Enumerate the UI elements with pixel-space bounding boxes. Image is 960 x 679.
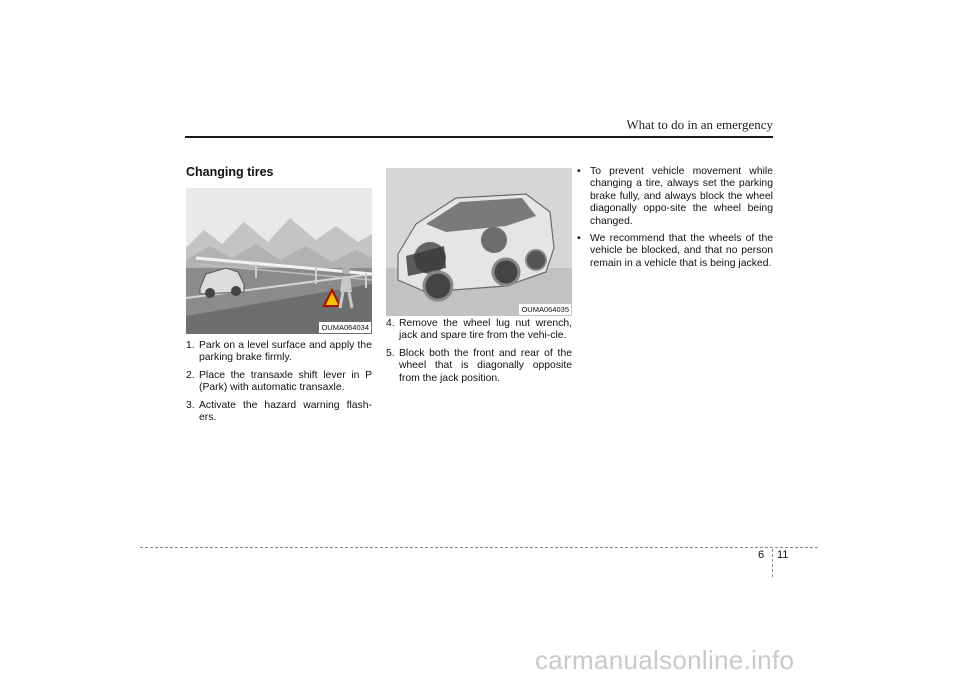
bullet-item: • We recommend that the wheels of the vehicle be blocked, and that no person remain in a vehicle that is being jacked.	[577, 233, 773, 269]
page-number-separator	[772, 549, 773, 577]
footer-rule	[140, 547, 818, 548]
steps-column-2	[386, 318, 572, 390]
notes-column	[577, 166, 773, 275]
bullet-item: • To prevent vehicle movement while changing a tire, always set the parking brake fully, and always block the wheel diagonally oppo-site the wheel being changed.	[577, 166, 773, 227]
figure-vehicle-wheel	[386, 168, 572, 316]
section-title: Changing tires	[186, 165, 274, 179]
watermark: carmanualsonline.info	[535, 645, 795, 675]
step-item: 4. Remove the wheel lug nut wrench, jack and spare tire from the vehi-cle.	[386, 318, 572, 342]
step-item: 5. Block both the front and rear of the wheel that is diagonally opposite from the jack position.	[386, 347, 572, 384]
figure-caption: OUMA064034	[321, 323, 369, 332]
roadside-illustration	[186, 188, 372, 334]
chapter-number: 6	[758, 549, 765, 561]
figure-caption: OUMA064035	[521, 305, 569, 314]
page-number: 11	[777, 549, 789, 561]
steps-column-1	[186, 340, 372, 429]
step-item: 2. Place the transaxle shift lever in P (Park) with automatic transaxle.	[186, 369, 372, 394]
header-rule	[185, 136, 773, 138]
step-item: 1. Park on a level surface and apply the parking brake firmly.	[186, 340, 372, 364]
step-item: 3. Activate the hazard warning flash-ers.	[186, 399, 372, 424]
figure-roadside-illustration	[186, 188, 372, 334]
running-header: What to do in an emergency	[626, 117, 773, 132]
vehicle-illustration	[386, 168, 572, 316]
